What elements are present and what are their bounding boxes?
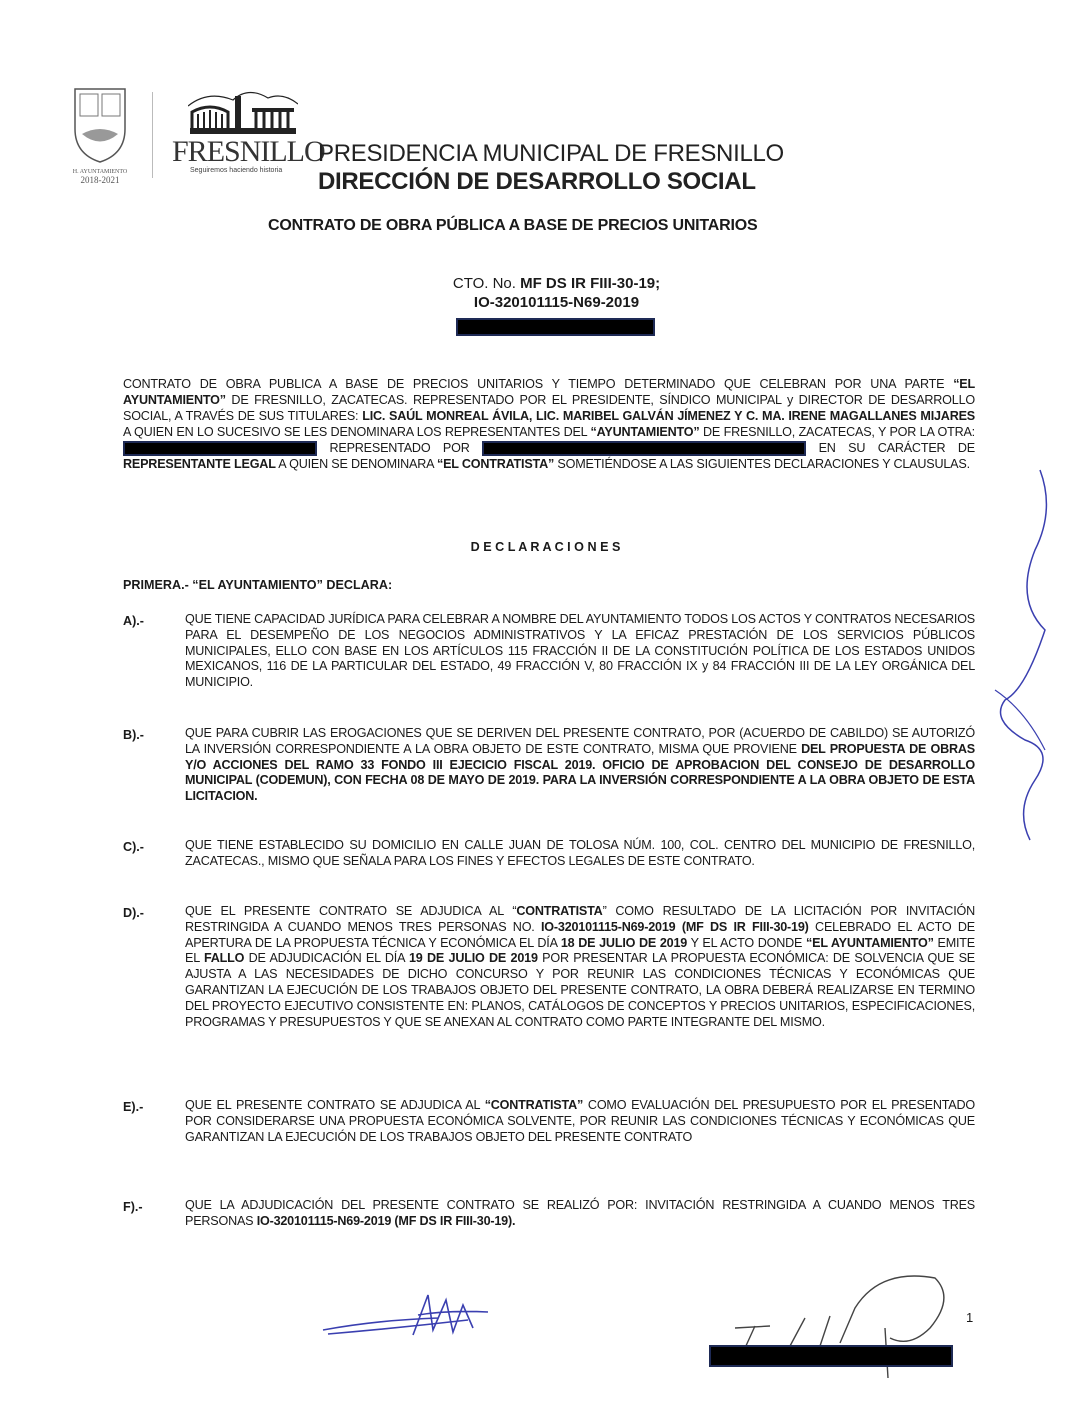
declaration-label: B).-: [123, 728, 144, 742]
bold-text-segment: FALLO: [203, 951, 245, 966]
document-title: CONTRATO DE OBRA PÚBLICA A BASE DE PRECIOS UNITARIOS: [268, 217, 758, 234]
text-segment: EMITE EL: [185, 935, 975, 966]
bold-text-segment: “EL AYUNTAMIENTO”: [123, 377, 975, 407]
bold-text-segment: “CONTRATISTA”: [484, 1098, 584, 1112]
text-segment: POR PRESENTAR LA PROPUESTA ECONÓMICA: DE SOLVENCIA QUE SE AJUSTA A LAS NECESIDADES DE DICHO CONCURSO Y POR REUNIR LAS CONDICIONES TÉCNICAS Y ECONÓMICAS QUE GARANTIZAN LA EJECUCIÓN DE LOS TRABAJOS OBJETO DEL PRESENTE CONTRATO, LA OBRA DEBERÁ REALIZARSE EN TERMINO DEL PROYECTO EJECUTIVO CONSISTENTE EN: PLANOS, CATÁLOGOS DE CONCEPTOS Y PRECIOS UNITARIOS, ESPECIFICACIONES, PROGRAMAS Y PRESUPUESTOS Y QUE SE ANEXAN AL CONTRATO COMO PARTE INTEGRANTE DEL MISMO.: [185, 951, 975, 1029]
declaration-label: D).-: [123, 906, 144, 920]
text-segment: DE ADJUDICACIÓN EL DÍA: [244, 951, 409, 966]
declaration-label: F).-: [123, 1200, 143, 1214]
declaration-label: A).-: [123, 614, 144, 628]
bold-text-segment: DEL PROPUESTA DE OBRAS Y/O ACCIONES DEL RAMO 33 FONDO III EJECICIO FISCAL 2019. OFICIO DE APROBACION DEL CONSEJO DE DESARROLLO MUNICIPAL (CODEMUN), CON FECHA 08 DE MAYO DE 2019. PARA LA INVERSIÓN CORRESPONDIENTE A LA OBRA OBJETO DE ESTA LICITACION.: [185, 741, 975, 804]
declaration-item: [185, 838, 975, 870]
redaction: [456, 318, 655, 336]
bold-text-segment: “EL AYUNTAMIENTO”: [806, 935, 934, 950]
section-title: D E C L A R A C I O N E S: [470, 540, 621, 554]
bold-text-segment: “AYUNTAMIENTO”: [590, 425, 700, 439]
bold-text-segment: “EL CONTRATISTA”: [436, 457, 555, 472]
text-segment: Y EL ACTO DONDE: [687, 935, 807, 950]
contract-number: [0, 275, 1091, 311]
intro-paragraph: [123, 376, 975, 472]
text-segment: COMO EVALUACIÓN DEL PRESUPUESTO POR EL PRESENTADO POR CONSIDERARSE UNA PROPUESTA ECONÓMICA SOLVENTE, POR REUNIR LAS CONDICIONES TÉCNICAS Y ECONÓMICAS QUE GARANTIZAN LA EJECUCIÓN DE LOS TRABAJOS OBJETO DEL PRESENTE CONTRATO: [185, 1098, 975, 1144]
text-segment: A QUIEN EN LO SUCESIVO SE LES DENOMINARA LOS REPRESENTANTES DEL: [123, 425, 591, 439]
text-segment: QUE TIENE CAPACIDAD JURÍDICA PARA CELEBRAR A NOMBRE DEL AYUNTAMIENTO TODOS LOS ACTOS Y CONTRATOS NECESARIOS PARA EL DESEMPEÑO DE LOS NEGOCIOS ADMINISTRATIVOS Y LA EFICAZ PRESTACIÓN DE LOS SERVICIOS PÚBLICOS MUNICIPALES, ELLO CON BASE EN LOS ARTÍCULOS 115 FRACCIÓN II DE LA CONSTITUCIÓN POLÍTICA DE LOS ESTADOS UNIDOS MEXICANOS, 116 DE LA PARTICULAR DEL ESTADO, 49 FRACCIÓN V, 80 FRACCIÓN IX y 84 FRACCIÓN III DE LA LEY ORGÁNICA DEL MUNICIPIO.: [185, 612, 975, 690]
text-segment: QUE LA ADJUDICACIÓN DEL PRESENTE CONTRATO SE REALIZÓ POR: INVITACIÓN RESTRINGIDA A CUANDO MENOS TRES PERSONAS: [185, 1198, 975, 1228]
redaction: [123, 441, 317, 456]
declaration-item: [185, 1098, 975, 1145]
declaration-item: [185, 726, 975, 805]
contract-number-line2: IO-320101115-N69-2019: [473, 294, 640, 311]
declaration-item: [185, 1198, 975, 1230]
page-number: 1: [966, 1310, 974, 1325]
text-segment: QUE EL PRESENTE CONTRATO SE ADJUDICA AL “: [185, 904, 517, 918]
coat-of-arms-icon: [70, 84, 130, 164]
bold-text-segment: 18 DE JULIO DE 2019: [560, 935, 688, 950]
logo-slogan: Seguiremos haciendo historia: [190, 167, 283, 174]
text-segment: DE FRESNILLO, ZACATECAS, Y POR LA OTRA:: [699, 425, 975, 439]
text-segment: QUE PARA CUBRIR LAS EROGACIONES QUE SE DERIVEN DEL PRESENTE CONTRATO, POR (ACUERDO DE CABILDO) SE AUTORIZÓ LA INVERSIÓN CORRESPONDIENTE A LA OBRA OBJETO DE ESTE CONTRATO, MISMA QUE PROVIENE: [185, 726, 975, 756]
primera-heading: PRIMERA.- “EL AYUNTAMIENTO” DECLARA:: [123, 578, 393, 592]
bold-text-segment: IO-320101115-N69-2019 (MF DS IR FIII-30-19).: [256, 1213, 516, 1228]
contract-number-prefix: CTO. No.: [452, 275, 521, 292]
declaration-item: [185, 612, 975, 691]
signature-left: [318, 1290, 498, 1350]
municipal-seal: [70, 84, 130, 194]
contract-number-code: MF DS IR FIII-30-19;: [520, 275, 661, 292]
logo-name: FRESNILLO: [172, 135, 325, 168]
bold-text-segment: 19 DE JULIO DE 2019: [409, 951, 538, 966]
text-segment: SOMETIÉNDOSE A LAS SIGUIENTES DECLARACIONES Y CLAUSULAS.: [554, 457, 970, 472]
declaration-item: [185, 904, 975, 1030]
monument-icon: [188, 88, 298, 136]
text-segment: ” COMO RESULTADO DE LA LICITACIÓN POR INVITACIÓN RESTRINGIDA A CUANDO MENOS TRES PERSONAS NO.: [185, 904, 975, 934]
bold-text-segment: CONTRATISTA: [516, 904, 603, 918]
redaction: [709, 1345, 953, 1367]
margin-signature: [985, 450, 1065, 850]
seal-caption: H. AYUNTAMIENTO: [72, 169, 128, 175]
redaction: [482, 441, 806, 456]
text-segment: QUE EL PRESENTE CONTRATO SE ADJUDICA AL: [185, 1098, 485, 1112]
text-segment: QUE TIENE ESTABLECIDO SU DOMICILIO EN CALLE JUAN DE TOLOSA NÚM. 100, COL. CENTRO DEL MUNICIPIO DE FRESNILLO, ZACATECAS., MISMO QUE SEÑALA PARA LOS FINES Y EFECTOS LEGALES DE ESTE CONTRATO.: [185, 838, 975, 868]
text-segment: EN SU CARÁCTER DE: [806, 441, 975, 455]
text-segment: REPRESENTADO POR: [317, 441, 483, 455]
declaration-label: C).-: [123, 840, 144, 854]
text-segment: CONTRATO DE OBRA PUBLICA A BASE DE PRECIOS UNITARIOS Y TIEMPO DETERMINADO QUE CELEBRAN POR UNA PARTE: [123, 377, 954, 391]
text-segment: DE FRESNILLO, ZACATECAS. REPRESENTADO POR EL PRESIDENTE, SÍNDICO MUNICIPAL y DIRECTOR DE DESARROLLO SOCIAL, A TRAVÉS DE SUS TITULARES:: [123, 393, 975, 423]
header-divider: [152, 92, 153, 178]
bold-text-segment: LIC. SAÚL MONREAL ÁVILA, LIC. MARIBEL GALVÁN JÍMENEZ Y C. MA. IRENE MAGALLANES MIJARES: [362, 409, 975, 423]
text-segment: A QUIEN SE DENOMINARA: [275, 457, 437, 472]
declaration-label: E).-: [123, 1100, 144, 1114]
header-subtitle: DIRECCIÓN DE DESARROLLO SOCIAL: [318, 168, 756, 195]
bold-text-segment: REPRESENTANTE LEGAL: [123, 457, 276, 472]
text-segment: CELEBRADO EL ACTO DE APERTURA DE LA PROPUESTA TÉCNICA Y ECONÓMICA EL DÍA: [185, 919, 975, 950]
bold-text-segment: IO-320101115-N69-2019 (MF DS IR FIII-30-19): [541, 919, 809, 934]
header-title: PRESIDENCIA MUNICIPAL DE FRESNILLO: [318, 140, 784, 167]
seal-years: 2018-2021: [80, 175, 120, 185]
fresnillo-logo: [172, 88, 325, 178]
